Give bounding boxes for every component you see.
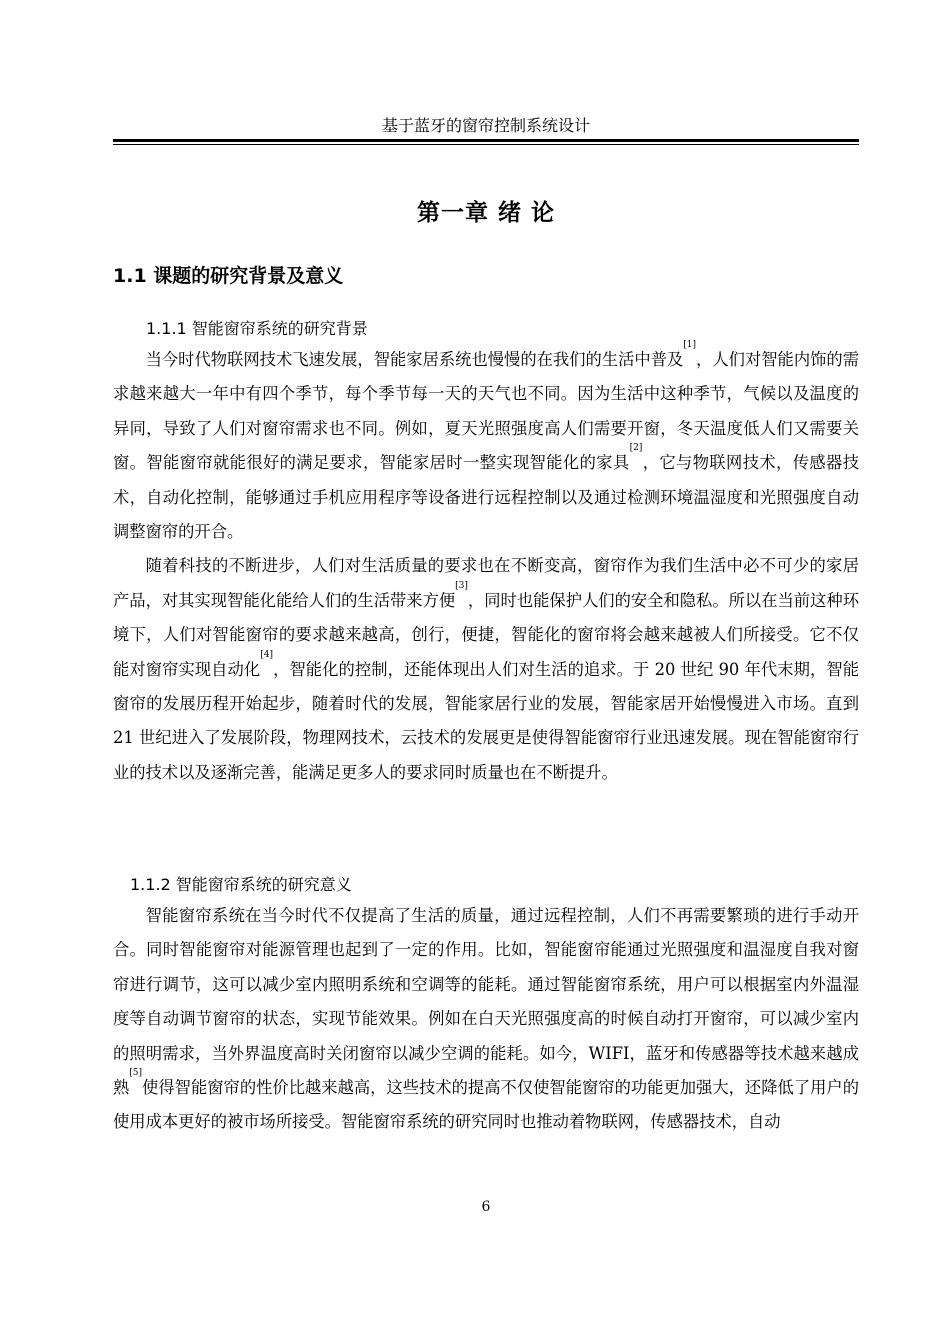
citation: [1] [683, 340, 697, 350]
paragraph-text: ，同时也能保护人们的安全和隐私。所以在当前这种环境下，人们对智能窗帘的要求越来越高，创行，便捷，智能化的窗帘将会越来越被人们所接受。它不仅能对窗帘实现自动化 [113, 590, 859, 679]
paragraph-text: ，智能化的控制，还能体现出人们对生活的追求。于 20 世纪 90 年代末期，智能窗帘的发展历程开始起步，随着时代的发展，智能家居行业的发展，智能家居开始慢慢进入市场。直到 21 世纪进入了发展阶段，物理网技术，云技术的发展更是使得智能窗帘行业迅速发展。现在智能窗帘行业的技术以及逐渐完善，能满足更多人的要求同时质量也在不断提升。 [113, 659, 859, 782]
header-rule-thin [113, 144, 859, 145]
paragraph-text: 使得智能窗帘的性价比越来越高，这些技术的提高不仅使智能窗帘的功能更加强大，还降低了用户的使用成本更好的被市场所接受。智能窗帘系统的研究同时也推动着物联网，传感器技术，自动 [113, 1078, 859, 1132]
section-heading-1-1-1: 1.1.1 智能窗帘系统的研究背景 [146, 319, 368, 338]
citation: [3] [455, 580, 468, 591]
paragraph-text: ，人们对智能内饰的需求越来越大一年中有四个季节，每个季节每一天的天气也不同。因为生活中这种季节，气候以及温度的异同，导致了人们对窗帘需求也不同。例如，夏天光照强度高人们需要开窗，冬天温度低人们又需要关窗。智能窗帘就能很好的满足要求，智能家居时一整实现智能化的家具 [113, 350, 859, 473]
citation: [4] [260, 649, 273, 660]
body-text-significance [113, 899, 859, 1140]
paragraph-text: ，它与物联网技术，传感器技术，自动化控制，能够通过手机应用程序等设备进行远程控制以及通过检测环境温湿度和光照强度自动调整窗帘的开合。 [113, 453, 859, 542]
citation: [2] [629, 443, 643, 454]
page-header: 基于蓝牙的窗帘控制系统设计 [381, 116, 590, 135]
header-rule-thick [113, 139, 859, 142]
section-heading-1-1: 1.1 课题的研究背景及意义 [113, 265, 344, 287]
citation: [5] [129, 1068, 143, 1079]
paragraph [113, 549, 859, 790]
page-number: 6 [481, 1199, 491, 1215]
paragraph [113, 340, 859, 549]
chapter-title: 第一章 绪 论 [416, 200, 555, 226]
paragraph [113, 899, 859, 1140]
body-text-background [113, 340, 859, 790]
paragraph-text: 智能窗帘系统在当今时代不仅提高了生活的质量，通过远程控制，人们不再需要繁琐的进行手动开合。同时智能窗帘对能源管理也起到了一定的作用。比如，智能窗帘能通过光照强度和温湿度自我对窗帘进行调节，这可以减少室内照明系统和空调等的能耗。通过智能窗帘系统，用户可以根据室内外温湿度等自动调节窗帘的状态，实现节能效果。例如在白天光照强度高的时候自动打开窗帘，可以减少室内的照明需求，当外界温度高时关闭窗帘以减少空调的能耗。如今，WIFI，蓝牙和传感器等技术越来越成熟 [113, 906, 859, 1098]
section-heading-1-1-2: 1.1.2 智能窗帘系统的研究意义 [130, 875, 352, 894]
paragraph-text: 当今时代物联网技术飞速发展，智能家居系统也慢慢的在我们的生活中普及 [145, 350, 684, 369]
paragraph-text: 随着科技的不断进步，人们对生活质量的要求也在不断变高，窗帘作为我们生活中必不可少的家居产品，对其实现智能化能给人们的生活带来方便 [113, 556, 859, 610]
